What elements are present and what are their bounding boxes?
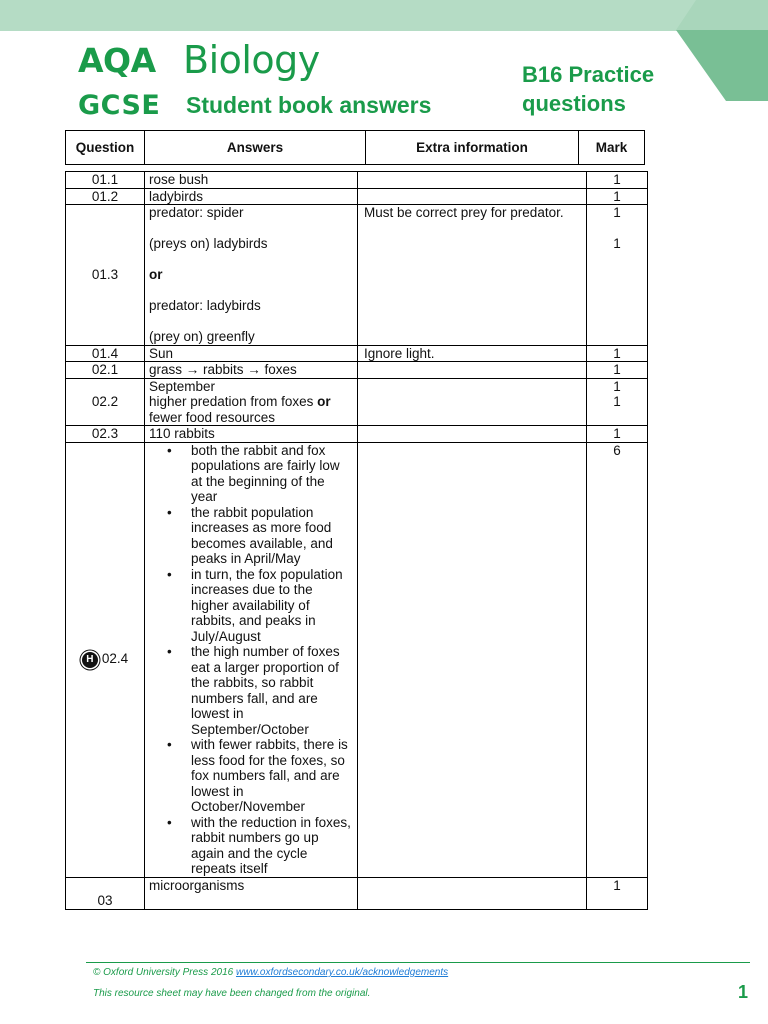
level-title: GCSE: [78, 90, 161, 121]
answer-bullet-list: [145, 443, 357, 877]
extra-info: [358, 877, 587, 909]
answer-cell: [145, 442, 358, 877]
question-number: 01.2: [66, 188, 145, 205]
mark-value: 1: [587, 345, 648, 362]
mark-value: 1: [613, 236, 621, 251]
list-item: • with the reduction in foxes, rabbit numbers go up again and the cycle repeats itself: [145, 815, 357, 877]
table-row: [66, 877, 648, 909]
answer-text: (preys on) ladybirds: [149, 236, 268, 251]
mark-value: 1: [587, 426, 648, 443]
page-number: 1: [738, 982, 749, 1002]
answer-text: fewer food resources: [149, 409, 276, 425]
answer-text: microorganisms: [145, 877, 358, 909]
mark-value: 1: [613, 394, 621, 409]
question-number: 01.3: [66, 205, 145, 346]
answer-or: or: [149, 267, 163, 282]
table-row: [66, 188, 648, 205]
col-header-extra: Extra information: [366, 131, 579, 165]
table-row: [66, 345, 648, 362]
subject-title: Biology: [183, 38, 320, 82]
column-header-table: [65, 130, 645, 165]
table-row: [66, 442, 648, 877]
table-row: [66, 205, 648, 346]
answer-text: grass → rabbits → foxes: [145, 362, 358, 379]
mark-value: 1: [613, 378, 621, 394]
answer-text: predator: ladybirds: [149, 298, 261, 313]
top-banner: [0, 0, 768, 31]
answer-text: 110 rabbits: [145, 426, 358, 443]
footer-copyright: © Oxford University Press 2016 www.oxfordsecondary.co.uk/acknowledgements: [93, 967, 449, 978]
extra-info: Must be correct prey for predator.: [358, 205, 587, 346]
list-item: • the high number of foxes eat a larger proportion of the rabbits, so rabbit numbers fall, and are lowest in September/October: [145, 644, 357, 737]
answer-text: higher predation from foxes or: [149, 394, 331, 409]
answers-table: [65, 171, 648, 910]
higher-tier-icon: H: [82, 652, 98, 668]
answer-cell: [145, 378, 358, 426]
answer-text: ladybirds: [145, 188, 358, 205]
footer-divider: [86, 962, 750, 963]
answer-cell: [145, 205, 358, 346]
answer-text: predator: spider: [149, 205, 244, 220]
list-item: • in turn, the fox population increases due to the higher availability of rabbits, and peaks in July/August: [145, 567, 357, 645]
answer-text: rose bush: [145, 172, 358, 189]
extra-info: [358, 426, 587, 443]
question-number: 02.3: [66, 426, 145, 443]
list-item: • the rabbit population increases as more food becomes available, and peaks in April/May: [145, 505, 357, 567]
aqa-logo: AQA: [78, 41, 156, 80]
table-row: [66, 172, 648, 189]
list-item: • both the rabbit and fox populations are fairly low at the beginning of the year: [145, 443, 357, 505]
extra-info: [358, 362, 587, 379]
extra-info: [358, 442, 587, 877]
extra-info: [358, 172, 587, 189]
extra-info: Ignore light.: [358, 345, 587, 362]
col-header-mark: Mark: [579, 131, 645, 165]
mark-cell: [587, 378, 648, 426]
question-number: 03: [66, 877, 145, 909]
answer-text: Sun: [145, 345, 358, 362]
answer-text: September: [149, 378, 216, 394]
corner-decoration: [676, 0, 768, 101]
mark-cell: [587, 205, 648, 346]
question-number: 01.4: [66, 345, 145, 362]
mark-value: 1: [587, 188, 648, 205]
mark-value: 6: [587, 442, 648, 877]
acknowledgements-link[interactable]: www.oxfordsecondary.co.uk/acknowledgements: [235, 967, 449, 978]
mark-value: 1: [587, 362, 648, 379]
answer-text: (prey on) greenfly: [149, 329, 255, 344]
col-header-answers: Answers: [145, 131, 366, 165]
section-title: B16 Practice questions: [522, 62, 655, 116]
question-number: 02.1: [66, 362, 145, 379]
footer-note: This resource sheet may have been changed from the original.: [93, 988, 371, 999]
answer-or: or: [317, 394, 331, 409]
question-number: 02.4: [101, 651, 129, 667]
mark-value: 1: [587, 172, 648, 189]
table-row: [66, 426, 648, 443]
extra-info: [358, 188, 587, 205]
table-row: [66, 362, 648, 379]
question-number: 02.2: [66, 378, 145, 426]
question-number: 01.1: [66, 172, 145, 189]
page-subtitle: Student book answers: [186, 92, 432, 118]
col-header-question: Question: [66, 131, 145, 165]
extra-info: [358, 378, 587, 426]
question-number-cell: [66, 442, 145, 877]
mark-value: 1: [587, 877, 648, 909]
mark-value: 1: [613, 205, 621, 220]
list-item: • with fewer rabbits, there is less food for the foxes, so fox numbers fall, and are lowest in October/November: [145, 737, 357, 815]
table-row: [66, 378, 648, 426]
